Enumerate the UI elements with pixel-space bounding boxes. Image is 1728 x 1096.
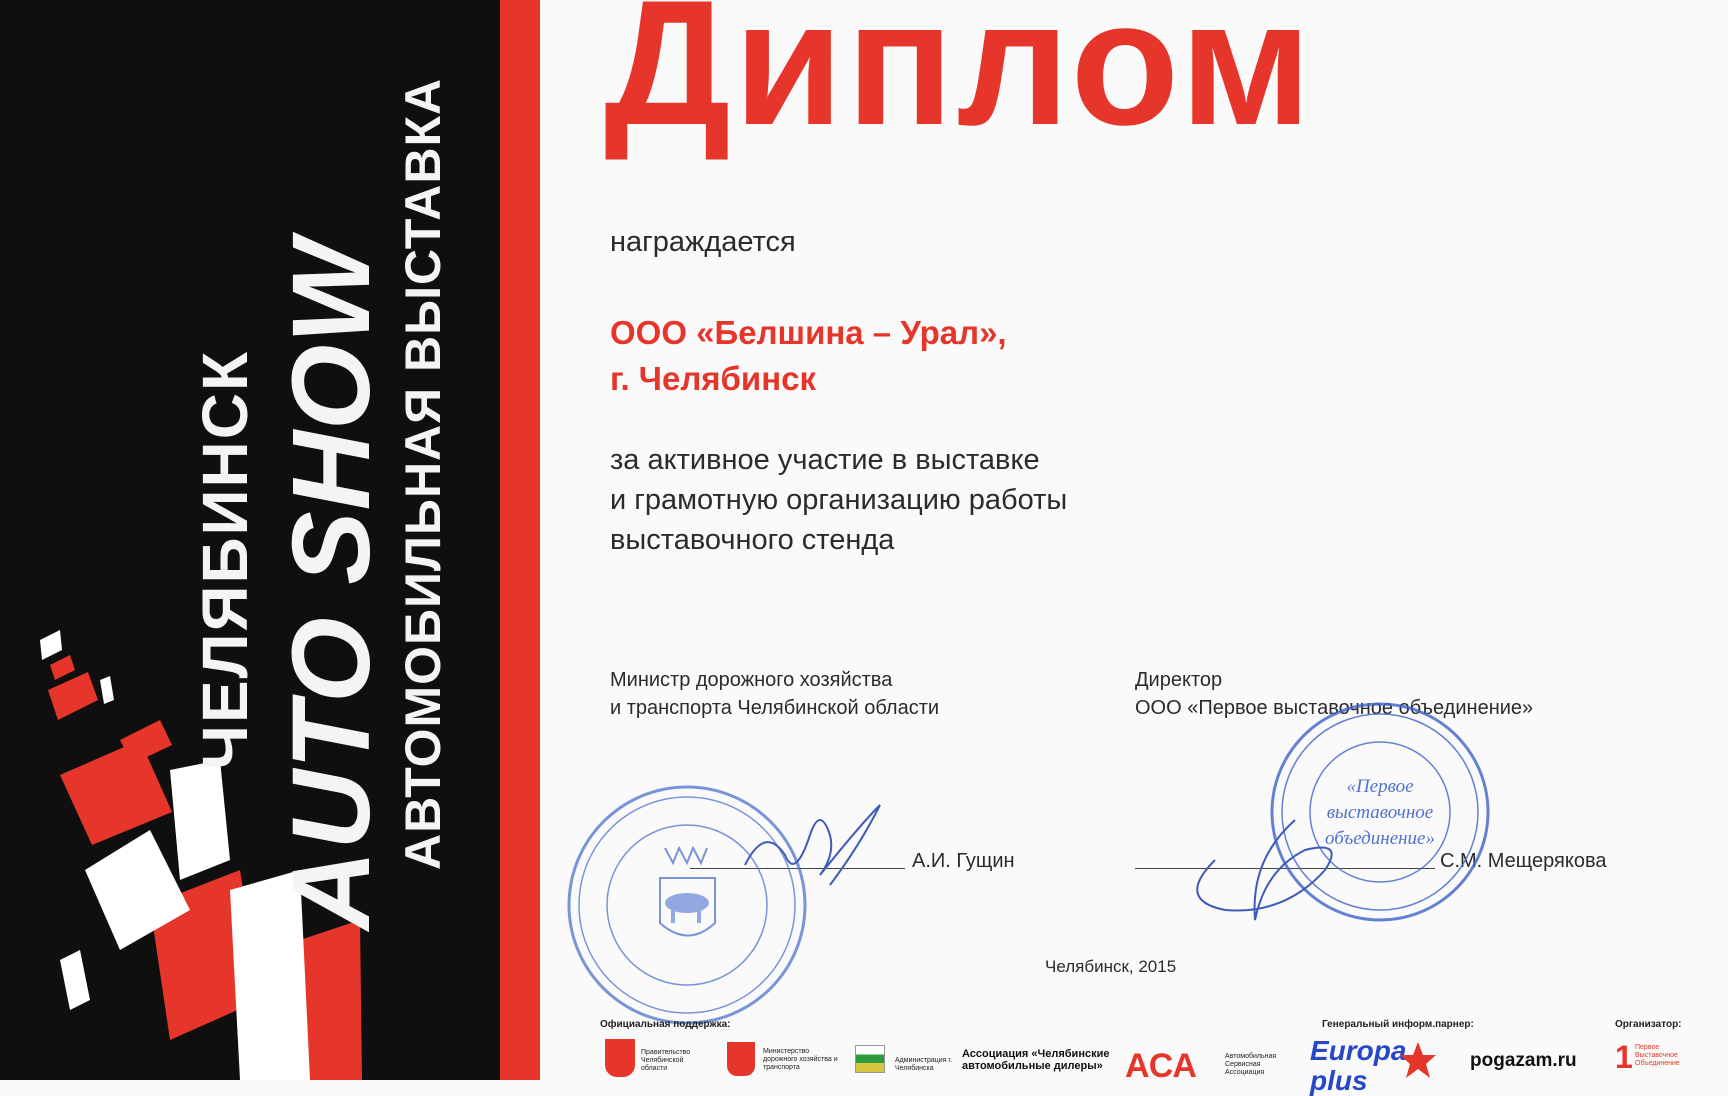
reason-line: за активное участие в выставке	[610, 444, 1040, 476]
logo-aca	[1125, 1047, 1325, 1085]
logo-government-text: Правительство Челябинской области	[641, 1049, 691, 1072]
reason-line: выставочного стенда	[610, 524, 895, 556]
support-label: Официальная поддержка:	[600, 1019, 731, 1030]
left-handwritten-signature	[740, 795, 890, 905]
place-and-year: Челябинск, 2015	[1045, 957, 1177, 976]
exhibition-vertical-subtitle: АВТОМОБИЛЬНАЯ ВЫСТАВКА	[395, 77, 451, 870]
logo-organizer	[1615, 1040, 1685, 1080]
stamp-text-line: «Первое	[1346, 776, 1414, 797]
logo-administration-text: Администрация г. Челябинска	[895, 1057, 953, 1072]
city-vertical-title: ЧЕЛЯБИНСК	[189, 349, 261, 770]
number-one-icon: 1	[1615, 1039, 1633, 1075]
company-city: г. Челябинск	[610, 360, 817, 397]
coat-of-arms-icon	[727, 1042, 755, 1076]
logo-administration	[855, 1045, 955, 1080]
logo-aca-abbr: АСА	[1125, 1047, 1197, 1085]
right-title-line: ООО «Первое выставочное объединение»	[1135, 697, 1534, 719]
stamp-text-line: объединение»	[1325, 828, 1435, 849]
right-handwritten-signature	[1185, 800, 1365, 930]
left-red-stripe	[500, 0, 540, 1080]
logo-aca-text: Автомобильная Сервисная Ассоциация	[1225, 1053, 1277, 1076]
right-signatory-name: С.М. Мещерякова	[1440, 850, 1607, 872]
logo-pogazam: pogazam.ru	[1470, 1050, 1577, 1071]
diploma-title: Диплом	[604, 0, 1315, 162]
left-title-line: и транспорта Челябинской области	[610, 697, 940, 719]
logo-europa-plus: Europa plus	[1310, 1035, 1407, 1096]
stamp-text-line: выставочное	[1326, 802, 1434, 823]
flag-icon	[855, 1045, 885, 1073]
logo-ministry	[727, 1040, 847, 1080]
logo-ministry-text: Министерство дорожного хозяйства и транспорта	[763, 1048, 838, 1071]
logo-dealers-association: Ассоциация «Челябинские автомобильные дилеры»	[962, 1048, 1110, 1072]
company-name: ООО «Белшина – Урал»,	[610, 314, 1007, 351]
star-icon	[1398, 1040, 1438, 1080]
left-title-line: Министр дорожного хозяйства	[610, 669, 893, 691]
awardee-company	[610, 310, 1007, 402]
logo-government	[605, 1035, 715, 1080]
coat-of-arms-icon	[605, 1039, 635, 1077]
awarded-label: награждается	[610, 226, 796, 258]
logo-organizer-text: Первое Выставочное Объединение	[1635, 1044, 1680, 1067]
organizer-label: Организатор:	[1615, 1019, 1682, 1030]
left-signatory-title	[610, 666, 939, 722]
reason-line: и грамотную организацию работы	[610, 484, 1068, 516]
partner-label: Генеральный информ.парнер:	[1322, 1019, 1474, 1030]
right-title-line: Директор	[1135, 669, 1223, 691]
left-signatory-name: А.И. Гущин	[912, 850, 1015, 872]
auto-show-vertical-title: AUTO SHOW	[270, 238, 393, 930]
award-reason	[610, 440, 1067, 560]
